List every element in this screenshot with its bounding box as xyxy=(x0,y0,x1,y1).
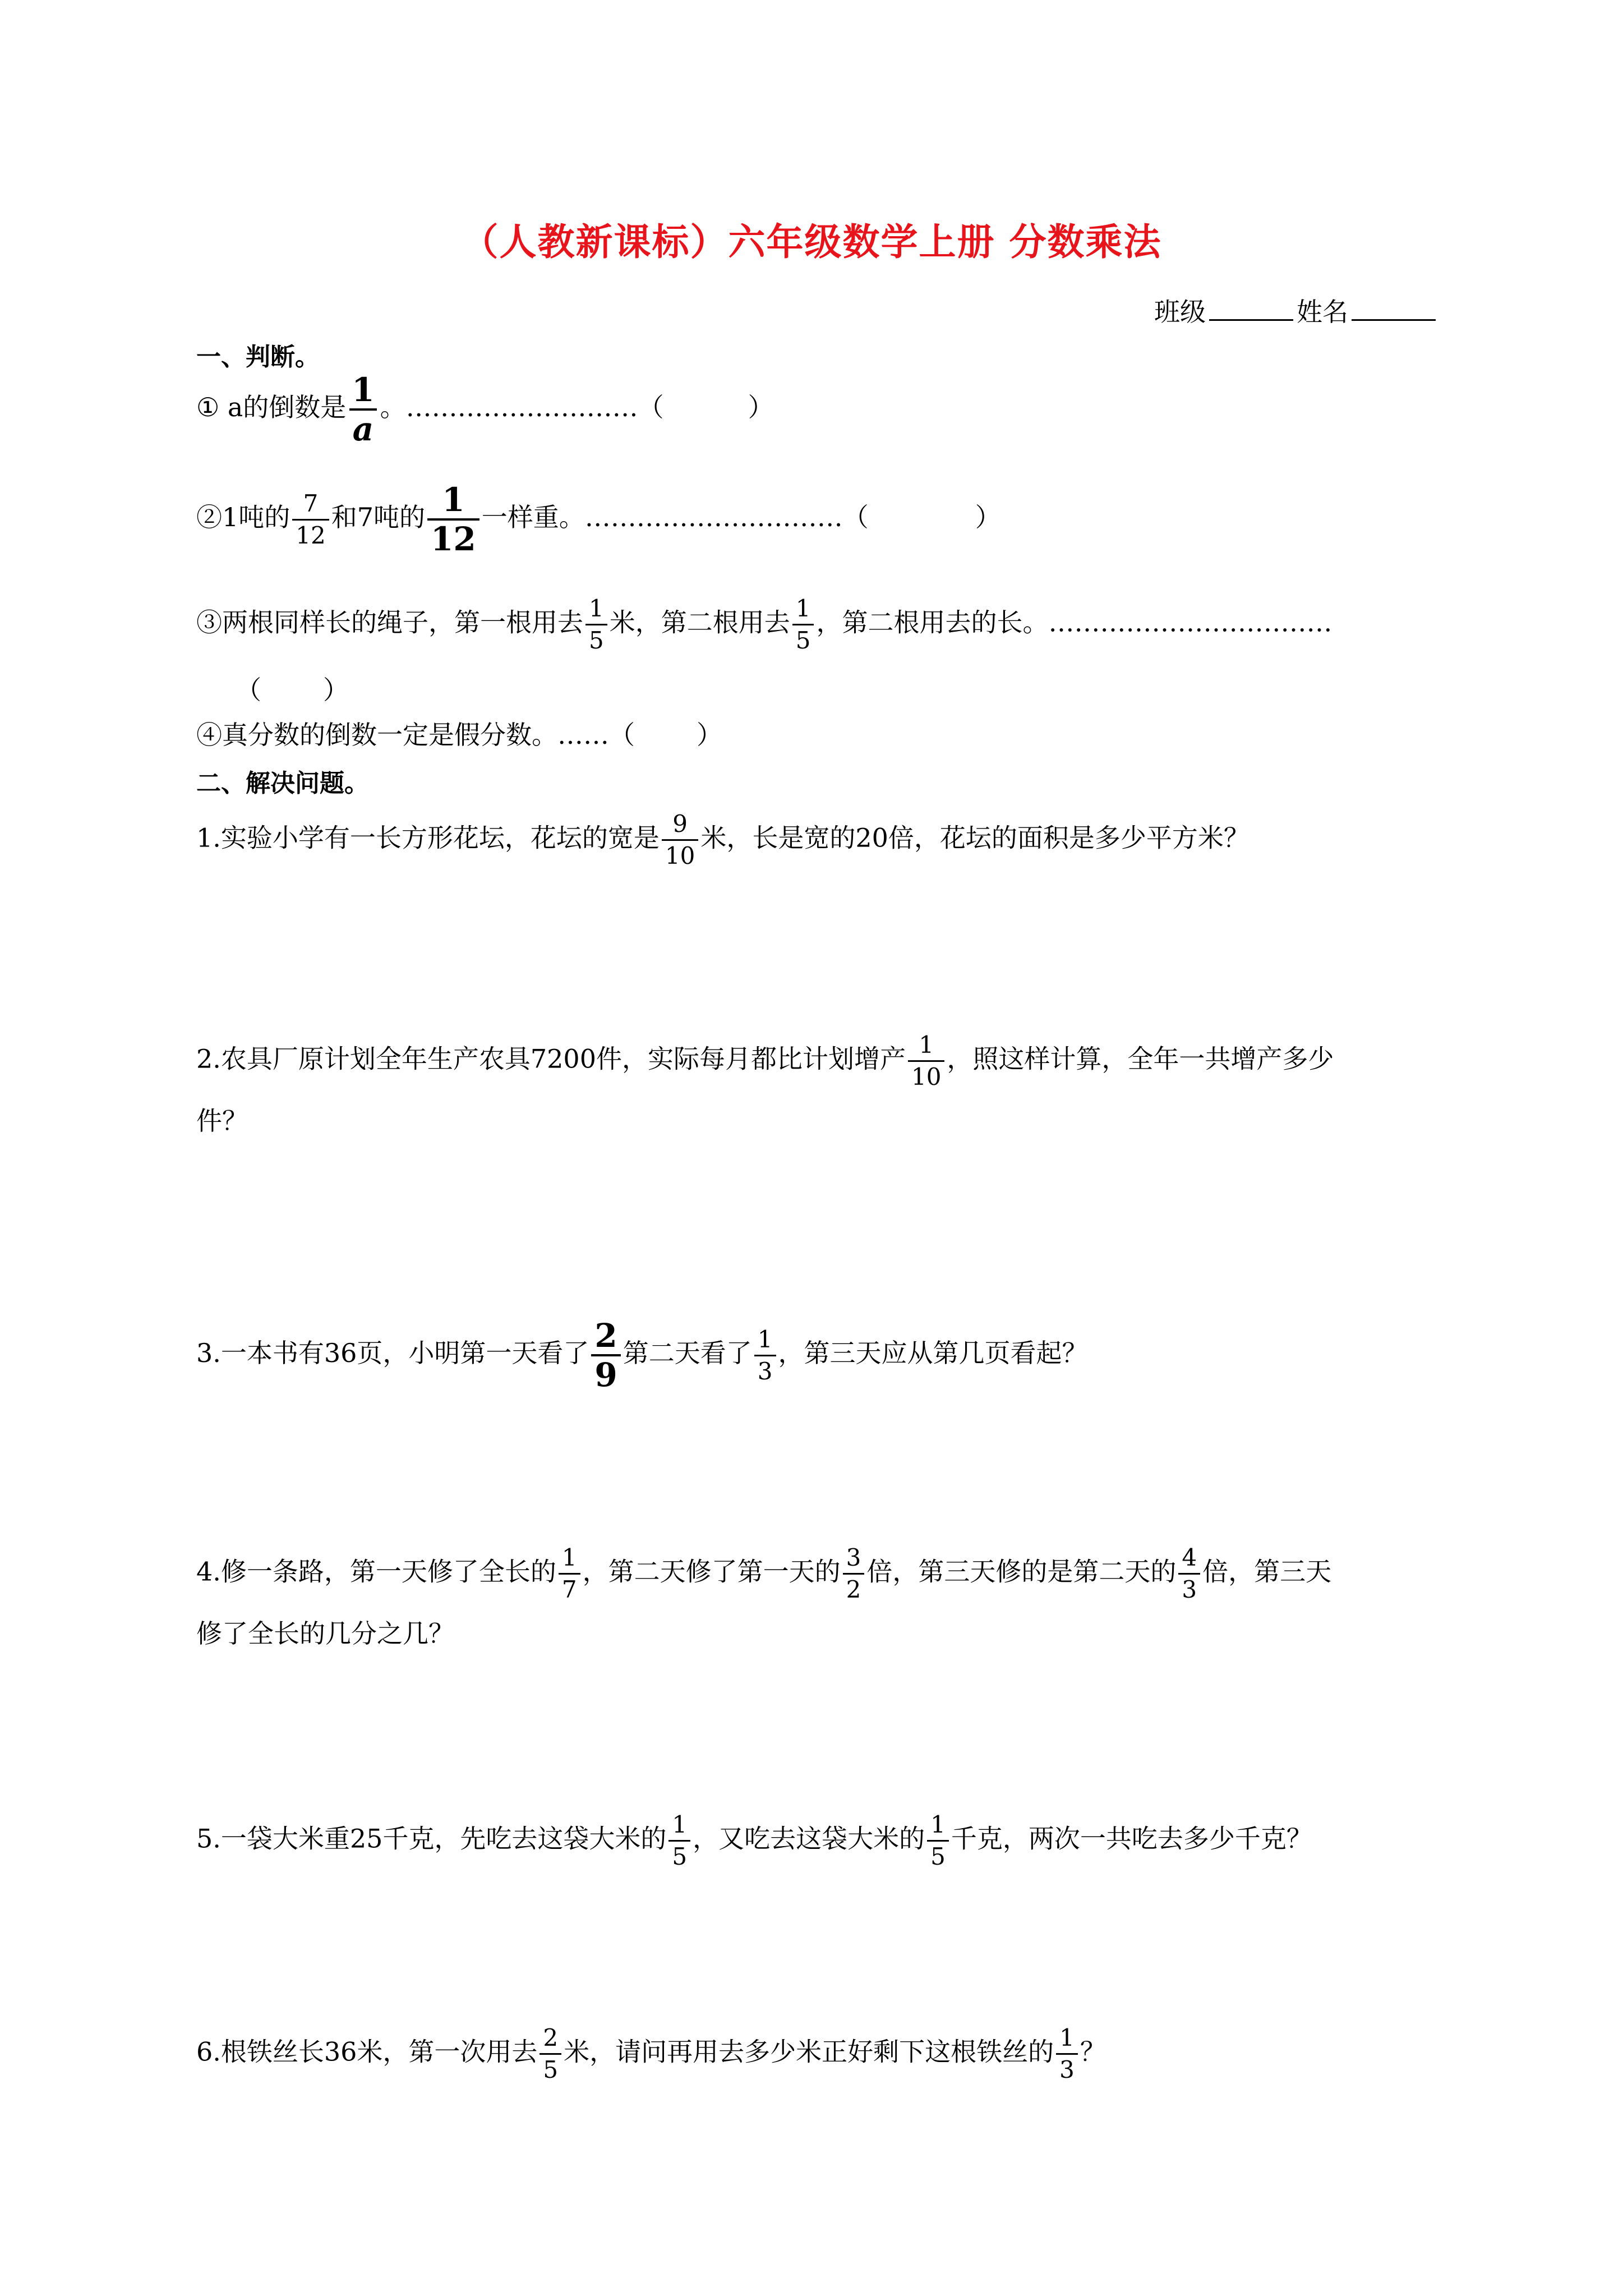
section2-heading: 二、解决问题。 xyxy=(196,769,369,798)
fraction: $\frac{2}{5}$ xyxy=(540,2023,561,2085)
fraction: $\frac{1}{12}$ xyxy=(427,481,479,558)
judge-item-1: ① a的倒数是 $\frac{1}{a}$ 。………………………（ ） xyxy=(196,371,774,448)
judge-item-3-cont: （ ） xyxy=(236,675,349,705)
class-label: 班级 xyxy=(1154,297,1206,327)
fraction: $\frac{3}{2}$ xyxy=(843,1543,865,1605)
page-title: （人教新课标）六年级数学上册 分数乘法 xyxy=(461,220,1162,264)
student-info xyxy=(1154,292,1439,329)
judge-item-3: ③两根同样长的绳子，第一根用去 $\frac{1}{5}$ 米，第二根用去 $\frac{1}{5}$ ，第二根用去的长。…………………………… xyxy=(196,593,1332,656)
fraction: $\frac{1}{5}$ xyxy=(668,1810,690,1872)
problem-2: 2.农具厂原计划全年生产农具7200件，实际每月都比计划增产 $\frac{1}{10}$ ，照这样计算，全年一共增产多少 xyxy=(196,1030,1334,1092)
section1-heading: 一、判断。 xyxy=(196,343,320,371)
judge-item-4: ④真分数的倒数一定是假分数。……（ ） xyxy=(196,720,722,750)
fraction: $\frac{1}{5}$ xyxy=(792,593,814,656)
fraction: $\frac{1}{5}$ xyxy=(585,593,607,656)
problem-6: 6.根铁丝长36米，第一次用去 $\frac{2}{5}$ 米，请问再用去多少米正好剩下这根铁丝的 $\frac{1}{3}$ ？ xyxy=(196,2023,1106,2085)
class-blank xyxy=(1209,297,1293,321)
fraction: $\frac{4}{3}$ xyxy=(1178,1543,1200,1605)
problem-1: 1.实验小学有一长方形花坛，花坛的宽是 $\frac{9}{10}$ 米，长是宽的20倍，花坛的面积是多少平方米？ xyxy=(196,809,1249,871)
fraction: $\frac{1}{a}$ xyxy=(348,371,377,448)
fraction: $\frac{1}{7}$ xyxy=(559,1543,580,1605)
problem-3: 3.一本书有36页，小明第一天看了 $\frac{2}{9}$ 第二天看了 $\frac{1}{3}$ ，第三天应从第几页看起？ xyxy=(196,1317,1088,1394)
problem-5: 5.一袋大米重25千克，先吃去这袋大米的 $\frac{1}{5}$ ，又吃去这袋大米的 $\frac{1}{5}$ 千克，两次一共吃去多少千克？ xyxy=(196,1810,1312,1872)
fraction: $\frac{9}{10}$ xyxy=(662,809,698,871)
name-blank xyxy=(1352,297,1436,321)
fraction: $\frac{1}{5}$ xyxy=(927,1810,949,1872)
name-label: 姓名 xyxy=(1297,297,1348,327)
fraction: $\frac{1}{3}$ xyxy=(1056,2023,1078,2085)
fraction: $\frac{2}{9}$ xyxy=(591,1317,620,1393)
problem-2-cont: 件？ xyxy=(196,1106,248,1136)
fraction: $\frac{1}{3}$ xyxy=(754,1324,776,1387)
problem-4: 4.修一条路，第一天修了全长的 $\frac{1}{7}$ ，第二天修了第一天的 $\frac{3}{2}$ 倍，第三天修的是第二天的 $\frac{4}{3}$ 倍，第三天 xyxy=(196,1543,1331,1605)
judge-item-2: ②1吨的 $\frac{7}{12}$ 和7吨的 $\frac{1}{12}$ 一样重。…………………………（ ） xyxy=(196,481,1001,558)
problem-4-cont: 修了全长的几分之几？ xyxy=(196,1618,454,1649)
fraction: $\frac{1}{10}$ xyxy=(908,1030,944,1092)
fraction: $\frac{7}{12}$ xyxy=(292,489,329,551)
